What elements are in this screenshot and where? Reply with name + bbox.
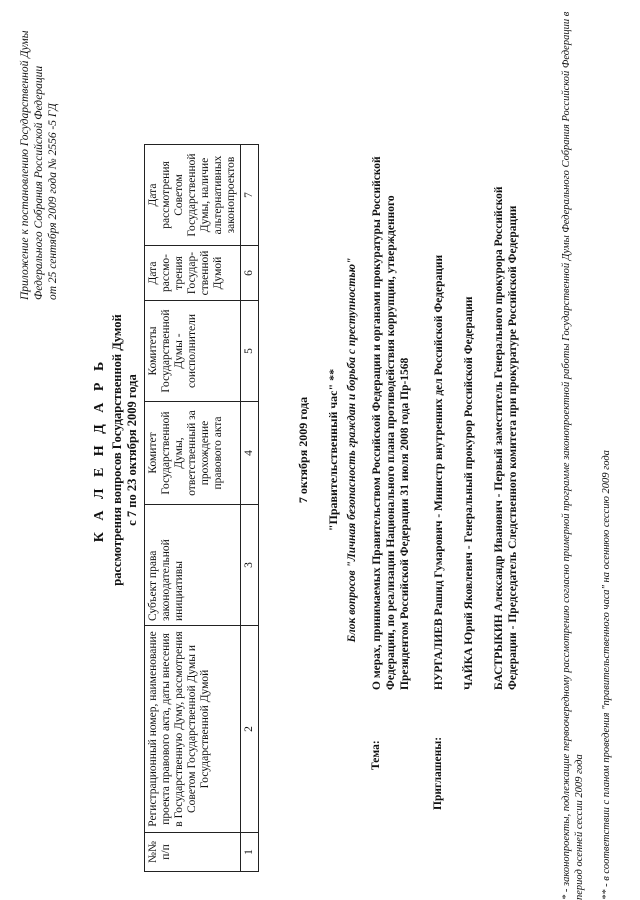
document-subtitle: рассмотрения вопросов Государственной Думой bbox=[110, 314, 124, 586]
government-hour-heading: "Правительственный час" ** bbox=[326, 368, 340, 532]
appendix-line-2: Федерального Собрания Российской Федерации bbox=[33, 65, 45, 300]
header-cell: Субъект права законодательной инициативы bbox=[145, 505, 241, 626]
header-cell: Дата рассмотрения Советом Государственной Думы, наличие альтернативных законопроектов bbox=[145, 145, 241, 246]
header-cell: №№ п/п bbox=[145, 833, 241, 872]
session-date: 7 октября 2009 года bbox=[296, 396, 310, 504]
topic-text: О мерах, принимаемых Правительством Российской Федерации и органами прокуратуры Российской Федерации, по реализации Национального плана противодействия коррупции, утвержденного Президентом Российской Федерации 31 июля 2008 года Пр-1568 bbox=[371, 156, 411, 690]
document-title: К А Л Е Н Д А Р Ь bbox=[92, 357, 107, 543]
header-cell: Дата рассмо-трения Государ-ственной Думой bbox=[145, 246, 241, 301]
invited-person-2: ЧАЙКА Юрий Яковлевич - Генеральный прокурор Российской Федерации bbox=[463, 296, 475, 690]
appendix-line-3: от 25 сентября 2009 года № 2556 -5 ГД bbox=[47, 103, 59, 300]
invited-person-3: БАСТРЫКИН Александр Иванович - Первый заместитель Генерального прокурора Российской Федерации - Председатель Следственного комитета при прокуратуре Российской Федерации bbox=[493, 186, 519, 690]
calendar-table bbox=[144, 144, 259, 872]
topic-label: Тема: bbox=[370, 740, 382, 770]
column-number: 7 bbox=[241, 145, 259, 246]
document-period: с 7 по 23 октября 2009 года bbox=[125, 374, 139, 526]
column-number: 1 bbox=[241, 833, 259, 872]
question-block: Блок вопросов "Личная безопасность граждан и борьба с преступностью" bbox=[346, 257, 358, 643]
footnote-1: * - законопроекты, подлежащие первоочередному рассмотрению согласно примерной программе законопроектной работы Государственной Думы Федерального Собрания Российской Федерации в период осенней сессии 2009 года bbox=[561, 11, 585, 900]
footnote-2: ** - в соответствии с планом проведения "правительственного часа" на осеннюю сессию 2009 года bbox=[601, 450, 612, 900]
column-number: 5 bbox=[241, 301, 259, 402]
header-cell: Регистрационный номер, наименование проекта правового акта, даты внесения в Государственную Думу, рассмотрения Советом Государственной Думы и Государственной Думой bbox=[145, 626, 241, 833]
invited-label: Приглашены: bbox=[432, 736, 444, 810]
column-number: 4 bbox=[241, 402, 259, 505]
appendix-note bbox=[18, 10, 60, 300]
invited-person-1: НУРГАЛИЕВ Рашид Гумарович - Министр внутренних дел Российской Федерации bbox=[433, 254, 445, 690]
header-cell: Комитет Государственной Думы, ответственный за прохождение правового акта bbox=[145, 402, 241, 505]
table-number-row bbox=[241, 145, 259, 872]
column-number: 6 bbox=[241, 246, 259, 301]
column-number: 3 bbox=[241, 505, 259, 626]
appendix-line-1: Приложение к постановлению Государственной Думы bbox=[19, 30, 31, 300]
table-header-row bbox=[145, 145, 241, 872]
header-cell: Комитеты Государственной Думы - соисполнители bbox=[145, 301, 241, 402]
column-number: 2 bbox=[241, 626, 259, 833]
